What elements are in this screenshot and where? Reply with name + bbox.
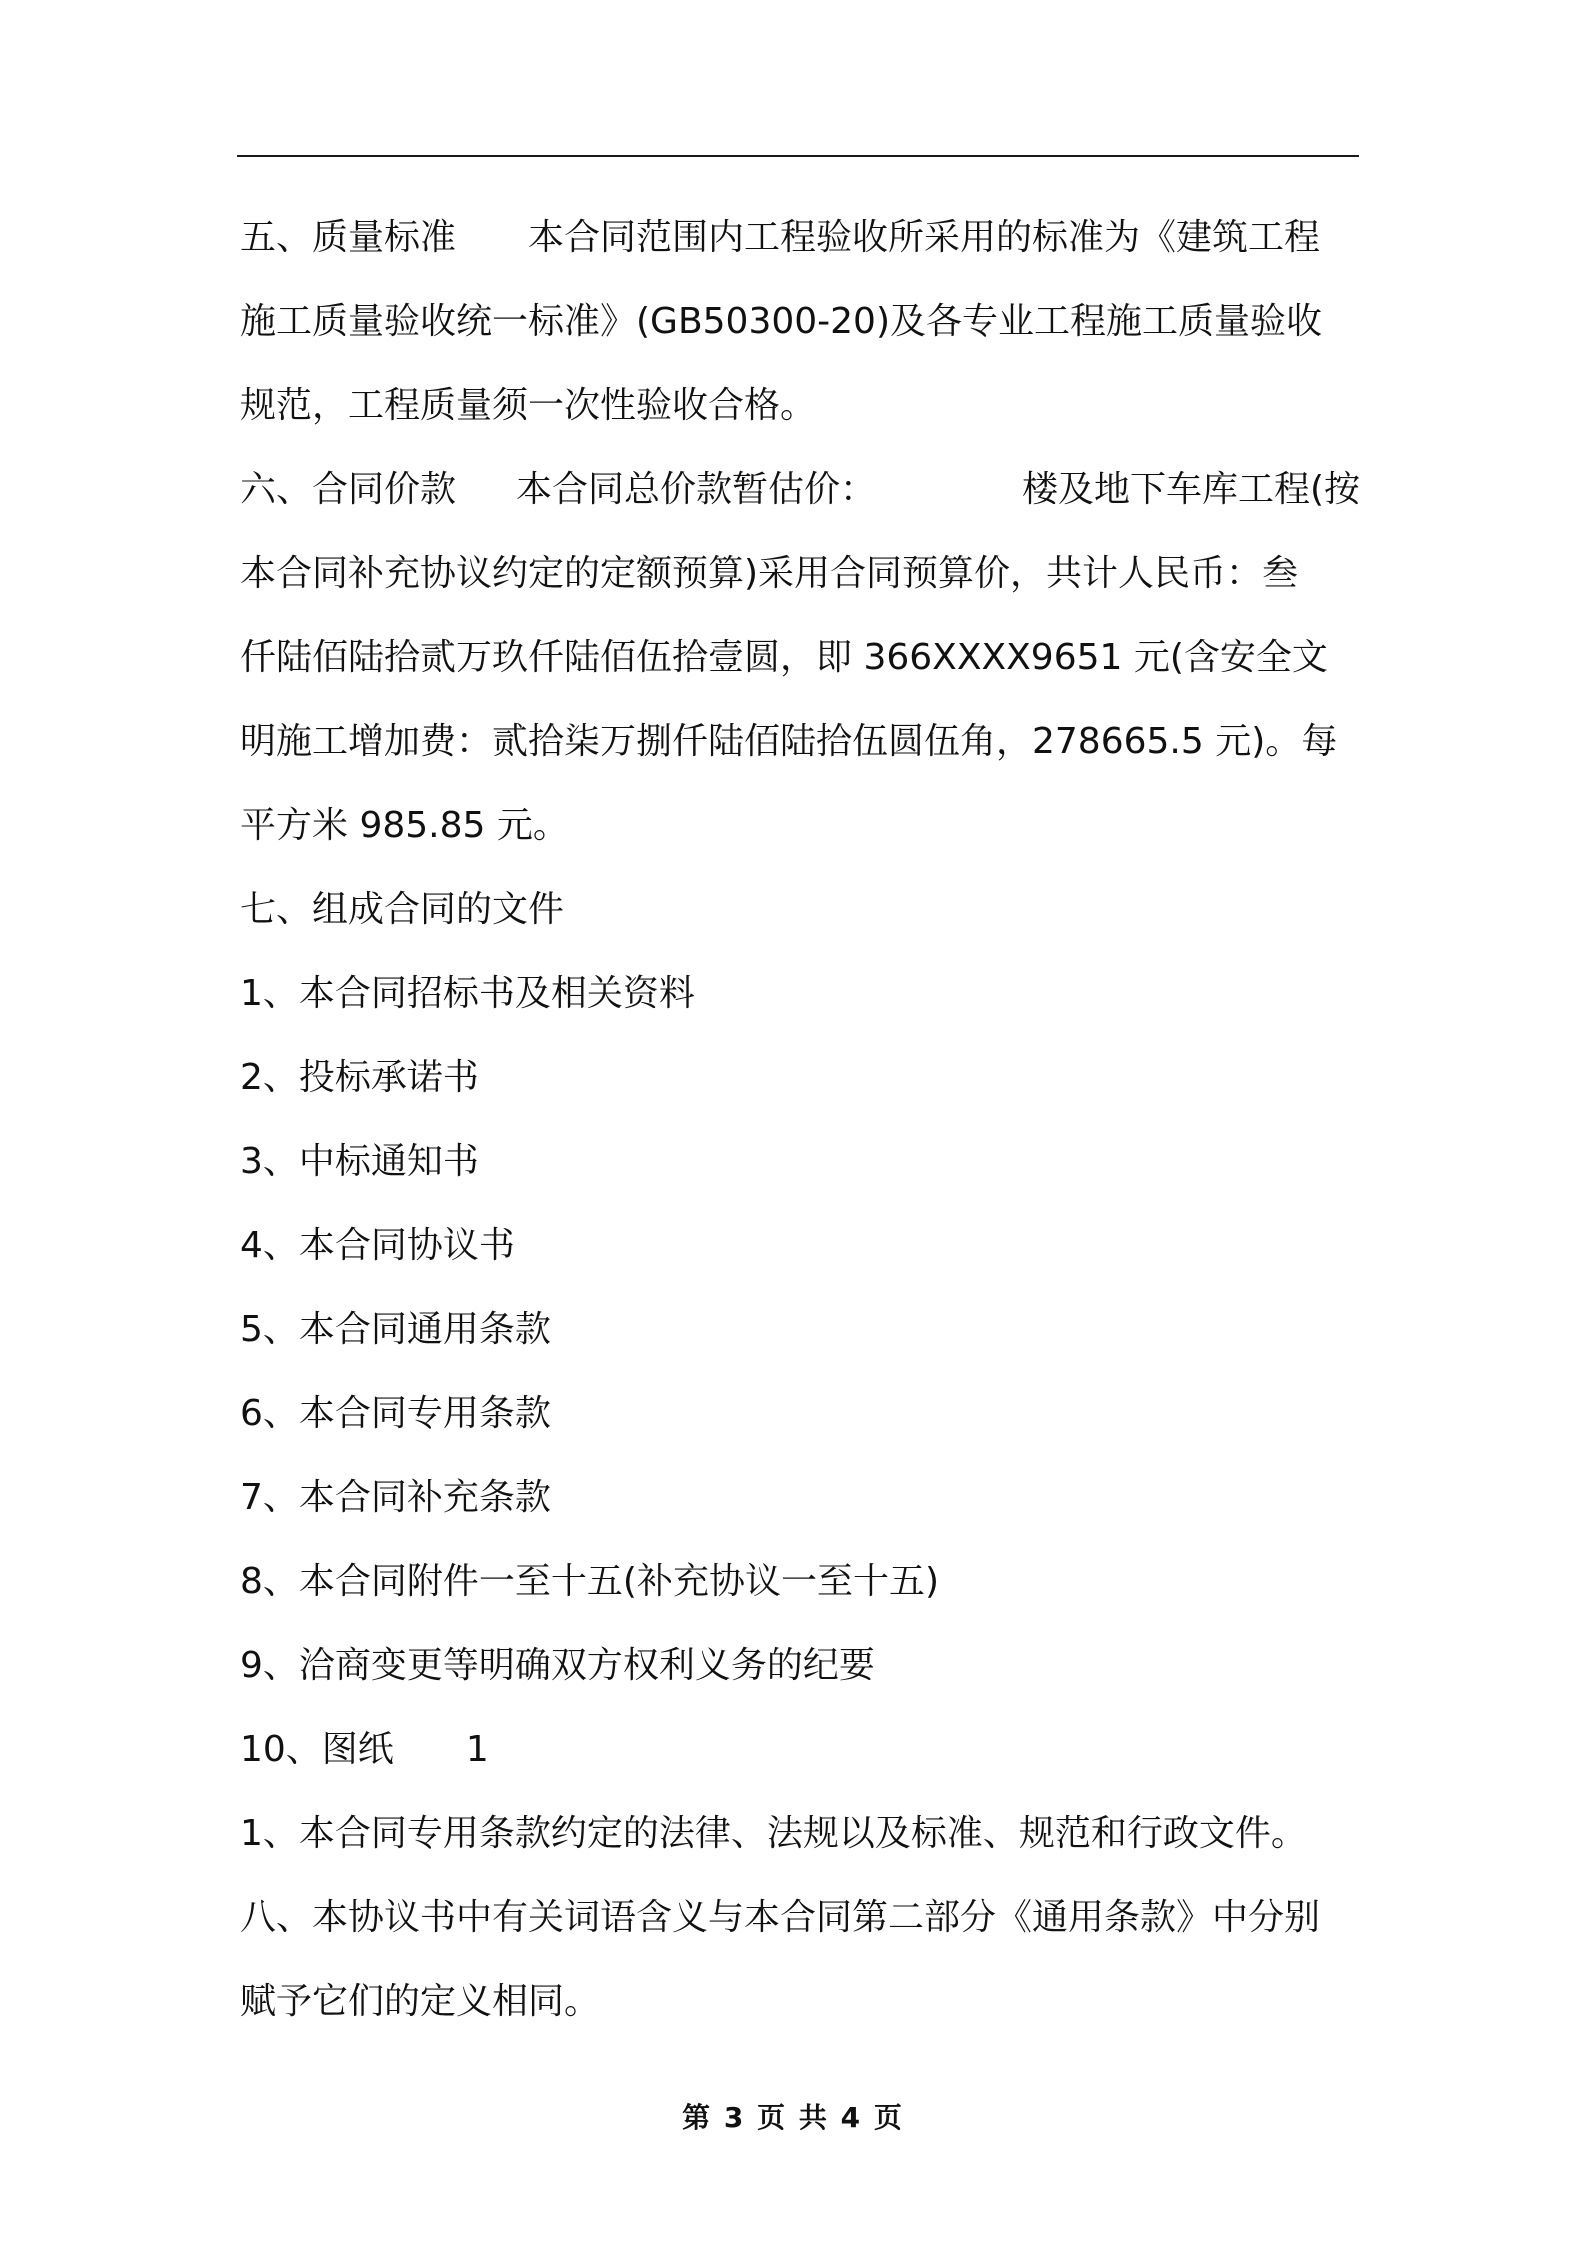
list-item: 6、本合同专用条款	[240, 1393, 551, 1434]
page-number: 第 3 页 共 4 页	[682, 2101, 904, 2134]
quality-standard-heading: 五、质量标准	[240, 217, 457, 258]
list-item: 9、洽商变更等明确双方权利义务的纪要	[240, 1645, 875, 1686]
contract-price-line-1	[240, 448, 1360, 532]
list-item: 8、本合同附件一至十五(补充协议一至十五)	[240, 1561, 939, 1602]
header-divider	[237, 155, 1359, 157]
contract-price-text-tail: 楼及地下车库工程(按	[1021, 469, 1360, 510]
quality-standard-text: 本合同范围内工程验收所采用的标准为《建筑工程	[528, 217, 1321, 258]
definitions-line-1: 八、本协议书中有关词语含义与本合同第二部分《通用条款》中分别	[240, 1897, 1321, 1938]
list-item: 4、本合同协议书	[240, 1225, 515, 1266]
list-item: 1、本合同招标书及相关资料	[240, 973, 695, 1014]
definitions-line-2: 赋予它们的定义相同。	[240, 1981, 601, 2022]
drawings-value: 1	[465, 1729, 489, 1770]
list-item: 3、中标通知书	[240, 1141, 479, 1182]
quality-standard-line-1	[240, 196, 1360, 280]
contract-price-line-3: 仟陆佰陆拾贰万玖仟陆佰伍拾壹圆，即 366XXXX9651 元(含安全文	[240, 637, 1328, 678]
contract-documents-heading: 七、组成合同的文件	[240, 889, 565, 930]
list-item: 5、本合同通用条款	[240, 1309, 551, 1350]
contract-price-line-4: 明施工增加费：贰拾柒万捌仟陆佰陆拾伍圆伍角，278665.5 元)。每	[240, 721, 1338, 762]
quality-standard-line-3: 规范，工程质量须一次性验收合格。	[240, 385, 817, 426]
list-item-drawings	[240, 1708, 1360, 1792]
contract-price-heading: 六、合同价款	[240, 469, 457, 510]
quality-standard-line-2: 施工质量验收统一标准》(GB50300-20)及各专业工程施工质量验收	[240, 301, 1323, 342]
list-item-regulations: 1、本合同专用条款约定的法律、法规以及标准、规范和行政文件。	[240, 1813, 1307, 1854]
contract-price-line-2: 本合同补充协议约定的定额预算)采用合同预算价，共计人民币：叁	[240, 553, 1299, 594]
list-item: 7、本合同补充条款	[240, 1477, 551, 1518]
list-item: 2、投标承诺书	[240, 1057, 479, 1098]
contract-price-line-5: 平方米 985.85 元。	[240, 805, 569, 846]
contract-price-text: 本合同总价款暂估价：	[516, 469, 877, 510]
drawings-label: 10、图纸	[240, 1729, 394, 1770]
document-body	[240, 196, 1360, 2044]
